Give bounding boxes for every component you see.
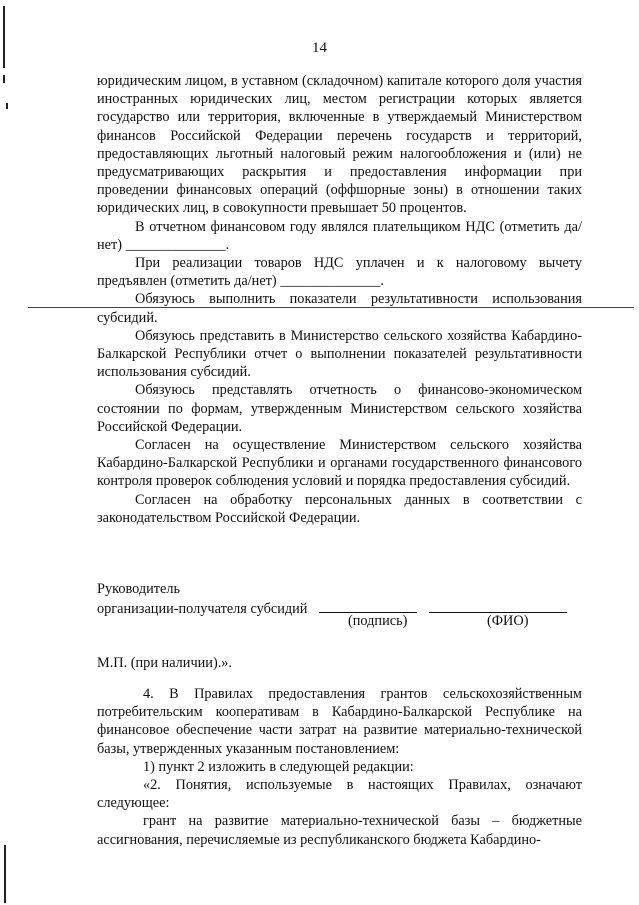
scan-mark-left-top xyxy=(3,6,5,68)
signature-role-line2: организации-получателя субсидий xyxy=(97,601,308,617)
paragraph-obligation-financial: Обязуюсь представлять отчетность о финансово-экономическом состоянии по формам, утвержденным Министерством сельского хозяйства Российской Федерации. xyxy=(97,382,582,435)
scan-mark-left-top-2 xyxy=(3,75,5,83)
scan-mark-left-mid xyxy=(6,103,8,109)
paragraph-consent-personal-data: Согласен на обработку персональных данных в соответствии с законодательством Российской Федерации. xyxy=(97,491,582,526)
paragraph-consent-inspection: Согласен на осуществление Министерством сельского хозяйства Кабардино-Балкарской Республики и органами государственного финансового контроля проверок соблюдения условий и порядка предоставления субсидий. xyxy=(97,437,582,490)
body-text xyxy=(97,72,582,527)
section-4-grant-definition: грант на развитие материально-технической базы – бюджетные ассигнования, перечисляемые из республиканского бюджета Кабардино- xyxy=(97,813,582,848)
paragraph-obligation-indicators: Обязуюсь выполнить показатели результативности использования субсидий. xyxy=(97,291,582,326)
scan-horizontal-line xyxy=(28,307,634,308)
page-number: 14 xyxy=(312,40,327,56)
section-4-item1: 1) пункт 2 изложить в следующей редакции: xyxy=(143,758,414,775)
section-4-definitions: «2. Понятия, используемые в настоящих Правилах, означают следующее: xyxy=(97,777,582,812)
scan-mark-left-bottom xyxy=(4,845,6,903)
signature-blank xyxy=(319,598,417,613)
section-4-intro: 4. В Правилах предоставления грантов сельскохозяйственным потребительским кооперативам в Кабардино-Балкарской Республике на финансовое обеспечение части затрат на развитие материально-технической базы, утвержденных указанным постановлением: xyxy=(97,686,582,757)
signature-role-line1: Руководитель xyxy=(97,581,181,597)
section-4 xyxy=(97,685,582,849)
paragraph-obligation-report: Обязуюсь представить в Министерство сельского хозяйства Кабардино-Балкарской Республики отчет о выполнении показателей результативности использования субсидий. xyxy=(97,327,582,381)
paragraph-continuation: юридическим лицом, в уставном (складочном) капитале которого доля участия иностранных юридических лиц, местом регистрации которых является государство или территория, включенные в утверждаемый Министерством финансов Российской Федерации перечень государств и территорий, предоставляющих льготный налоговый режим налогообложения и (или) не предусматривающих раскрытия и предоставления информации при проведении финансовых операций (оффшорные зоны) в отношении таких юридических лиц, в совокупности превышает 50 процентов. xyxy=(97,73,582,217)
caption-name: (ФИО) xyxy=(487,613,529,629)
caption-signature: (подпись) xyxy=(348,613,408,629)
paragraph-vat-deduction: При реализации товаров НДС уплачен и к налоговому вычету предъявлен (отметить да/нет) ______________. xyxy=(97,255,582,290)
name-blank xyxy=(429,598,567,613)
paragraph-vat-payer: В отчетном финансовом году являлся плательщиком НДС (отметить да/нет) ______________. xyxy=(97,218,582,253)
stamp-note: М.П. (при наличии).». xyxy=(97,655,233,671)
